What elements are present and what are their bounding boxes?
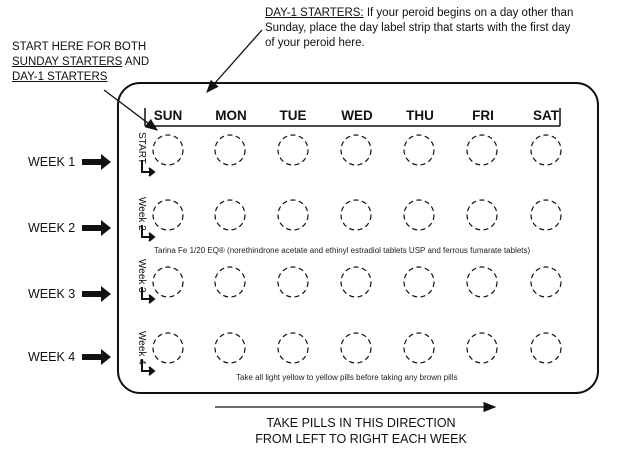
pill-week1-thu xyxy=(404,135,434,165)
direction-line-2: FROM LEFT TO RIGHT EACH WEEK xyxy=(255,432,467,446)
pill-week3-fri xyxy=(467,267,497,297)
pill-week3-tue xyxy=(278,267,308,297)
pill-week1-tue xyxy=(278,135,308,165)
day-header-fri: FRI xyxy=(472,108,494,123)
pill-week2-thu xyxy=(404,200,434,230)
pill-week4-sun xyxy=(153,333,183,363)
pill-order-instruction: Take all light yellow to yellow pills before taking any brown pills xyxy=(236,373,458,382)
pill-week1-mon xyxy=(215,135,245,165)
pill-week4-mon xyxy=(215,333,245,363)
row-label-start: START xyxy=(136,132,147,164)
day-header-sat: SAT xyxy=(533,108,559,123)
day1-text-2: Sunday, place the day label strip that starts with the first day xyxy=(265,22,571,34)
row-label-week-3: Week 3 xyxy=(136,259,147,293)
pill-week1-sun xyxy=(153,135,183,165)
day-header-tue: TUE xyxy=(279,108,307,123)
pill-week2-tue xyxy=(278,200,308,230)
start-callout xyxy=(12,40,149,85)
direction-line-1: TAKE PILLS IN THIS DIRECTION xyxy=(266,416,456,430)
blister-card-outline xyxy=(118,83,598,393)
product-description: Tarina Fe 1/20 EQ® (norethindrone acetate and ethinyl estradiol tablets USP and ferrous fumarate tablets) xyxy=(154,246,531,255)
week-3-arrow xyxy=(82,286,111,302)
week-4-arrow xyxy=(82,349,111,365)
week-4-label: WEEK 4 xyxy=(28,350,76,364)
pill-week1-wed xyxy=(341,135,371,165)
day1-callout xyxy=(265,6,573,51)
week-1-label: WEEK 1 xyxy=(28,155,76,169)
pill-week1-fri xyxy=(467,135,497,165)
pill-week4-sat xyxy=(531,333,561,363)
day-header-mon: MON xyxy=(215,108,247,123)
week-2-arrow xyxy=(82,220,111,236)
pill-week3-mon xyxy=(215,267,245,297)
row-label-week-4: Week 4 xyxy=(136,331,147,365)
start-text-2: SUNDAY STARTERS xyxy=(12,56,123,68)
day1-text-3: of your peroid here. xyxy=(265,37,365,49)
day1-text-1: If your peroid begins on a day other than xyxy=(366,7,574,19)
pill-week3-sat xyxy=(531,267,561,297)
week-2-label: WEEK 2 xyxy=(28,221,76,235)
row-label-week-2: Week 2 xyxy=(136,197,147,231)
pill-week2-sun xyxy=(153,200,183,230)
start-text-1: START HERE FOR BOTH xyxy=(12,41,147,53)
pill-week2-wed xyxy=(341,200,371,230)
pill-week4-thu xyxy=(404,333,434,363)
pill-week2-sat xyxy=(531,200,561,230)
pill-week3-thu xyxy=(404,267,434,297)
direction-text xyxy=(226,415,496,447)
day1-heading: DAY-1 STARTERS: xyxy=(265,7,364,19)
pill-week2-mon xyxy=(215,200,245,230)
pill-week1-sat xyxy=(531,135,561,165)
day-header-thu: THU xyxy=(406,108,434,123)
week-1-arrow xyxy=(82,154,111,170)
day-header-wed: WED xyxy=(341,108,373,123)
day-header-sun: SUN xyxy=(153,108,183,123)
pill-week3-sun xyxy=(153,267,183,297)
week-3-label: WEEK 3 xyxy=(28,287,76,301)
pill-week3-wed xyxy=(341,267,371,297)
start-text-3: DAY-1 STARTERS xyxy=(12,71,108,83)
start-text-2-tail: AND xyxy=(124,56,150,68)
pill-week4-fri xyxy=(467,333,497,363)
pill-week4-tue xyxy=(278,333,308,363)
pill-week4-wed xyxy=(341,333,371,363)
pill-week2-fri xyxy=(467,200,497,230)
